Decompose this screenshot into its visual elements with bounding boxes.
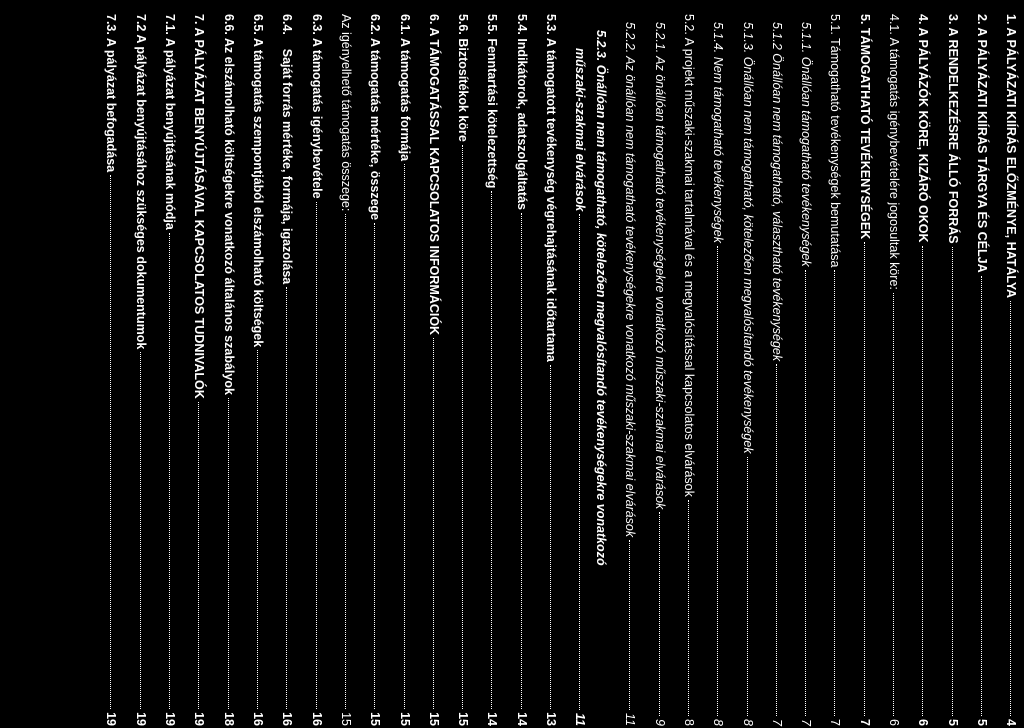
- toc-entry-title: 5.2.1. Az önállóan támogatható tevékenységekre vonatkozó műszaki-szakmai elvárások: [653, 22, 667, 510]
- toc-entry-5-4[interactable]: [514, 14, 529, 726]
- toc-entry-title: 6.1. A támogatás formája: [398, 14, 412, 162]
- toc-entry-5-1-1[interactable]: [798, 22, 813, 726]
- toc-entry-page: 19: [104, 712, 118, 726]
- toc-entry-page: 8: [711, 719, 725, 726]
- toc-entry-7-2[interactable]: [133, 14, 148, 726]
- dot-leader: [922, 246, 923, 717]
- toc-entry-page: 19: [192, 712, 206, 726]
- toc-entry-5-2-3-continuation[interactable]: [572, 30, 587, 726]
- toc-entry-3[interactable]: [945, 14, 960, 726]
- toc-entry-title-continuation: műszaki-szakmai elvárások: [573, 48, 587, 212]
- toc-entry-4-1[interactable]: [886, 14, 901, 726]
- dot-leader: [110, 175, 111, 709]
- toc-entry-5-2-2[interactable]: [622, 22, 637, 726]
- toc-entry-title: 6.3. A támogatás igénybevétele: [310, 14, 324, 199]
- toc-entry-title: 7.1. A pályázat benyújtásának módja: [163, 14, 177, 230]
- toc-entry-page: 9: [653, 719, 667, 726]
- toc-entry-7-3[interactable]: [103, 14, 118, 726]
- toc-entry-title: 5.4. Indikátorok, adatszolgáltatás: [515, 14, 529, 210]
- toc-entry-page: 8: [741, 719, 755, 726]
- toc-entry-1[interactable]: [1003, 14, 1018, 726]
- toc-entry-2[interactable]: [974, 14, 989, 726]
- toc-entry-page: 15: [427, 712, 441, 726]
- toc-entry-page: 15: [398, 712, 412, 726]
- dot-leader: [286, 287, 287, 709]
- toc-entry-title: 6. A TÁMOGATÁSSAL KAPCSOLATOS INFORMÁCIÓK: [427, 14, 441, 336]
- toc-entry-page: 7: [858, 719, 872, 726]
- dot-leader: [893, 293, 894, 716]
- toc-entry-page: 15: [456, 712, 470, 726]
- toc-entry-5-2[interactable]: [681, 14, 696, 726]
- dot-leader: [316, 202, 317, 710]
- toc-entry-5-6[interactable]: [455, 14, 470, 726]
- dot-leader: [345, 214, 346, 709]
- toc-entry-6[interactable]: [426, 14, 441, 726]
- toc-entry-title: 5. TÁMOGATHATÓ TEVÉKENYSÉGEK: [858, 14, 872, 240]
- dot-leader: [198, 402, 199, 709]
- dot-leader: [1010, 301, 1011, 716]
- toc-entry-5-1-2[interactable]: [769, 22, 784, 726]
- toc-entry-page: 7: [799, 719, 813, 726]
- dot-leader: [462, 145, 463, 709]
- toc-entry-title: 4. A PÁLYÁZÓK KÖRE, KIZÁRÓ OKOK: [916, 14, 930, 243]
- dot-leader: [659, 512, 660, 716]
- toc-entry-title: 4.1. A támogatás igénybevételére jogosultak köre:: [887, 14, 901, 290]
- dot-leader: [228, 398, 229, 709]
- dot-leader: [433, 338, 434, 709]
- toc-entry-5-1-3[interactable]: [740, 22, 755, 726]
- toc-entry-5-1[interactable]: [827, 14, 842, 726]
- toc-entry-5[interactable]: [857, 14, 872, 726]
- toc-entry-page: 14: [485, 712, 499, 726]
- toc-entry-amount[interactable]: [338, 14, 353, 726]
- toc-entry-title: 1. A PÁLYÁZATI KIÍRÁS ELŐZMÉNYE, HATÁLYA: [1004, 14, 1018, 299]
- dot-leader: [521, 213, 522, 709]
- toc-entry-title: 2. A PÁLYÁZATI KIÍRÁS TÁRGYA ÉS CÉLJA: [975, 14, 989, 273]
- dot-leader: [169, 233, 170, 709]
- toc-entry-title: 5.1. Támogatható tevékenységek bemutatása: [828, 14, 842, 268]
- toc-entry-5-5[interactable]: [484, 14, 499, 726]
- toc-entry-5-3[interactable]: [543, 14, 558, 726]
- toc-entry-page: 6: [887, 719, 901, 726]
- toc-entry-title: 6.4. Saját forrás mértéke, formája, igazolása: [280, 14, 294, 285]
- toc-entry-title: 5.1.4. Nem támogatható tevékenységek: [711, 22, 725, 243]
- dot-leader: [688, 500, 689, 716]
- dot-leader: [579, 214, 580, 710]
- toc-entry-page: 15: [368, 712, 382, 726]
- toc-entry-page: 5: [946, 719, 960, 726]
- dot-leader: [257, 350, 258, 709]
- toc-entry-page: 8: [682, 719, 696, 726]
- dot-leader: [864, 242, 865, 716]
- toc-entry-page: 6: [916, 719, 930, 726]
- toc-entry-title: 6.6. Az elszámolható költségekre vonatkozó általános szabályok: [222, 14, 236, 395]
- toc-entry-title: 7.2 A pályázat benyújtásához szükséges dokumentumok: [134, 14, 148, 350]
- toc-entry-page: 11: [573, 713, 587, 726]
- toc-entry-title: 5.3. A támogatott tevékenység végrehajtásának időtartama: [544, 14, 558, 362]
- dot-leader: [776, 364, 777, 716]
- toc-entry-page: 16: [280, 712, 294, 726]
- dot-leader: [491, 191, 492, 709]
- toc-entry-6-2[interactable]: [367, 14, 382, 726]
- toc-entry-6-3[interactable]: [309, 14, 324, 726]
- toc-entry-title: 5.6. Biztosítékok köre: [456, 14, 470, 142]
- toc-entry-page: 5: [975, 719, 989, 726]
- dot-leader: [981, 276, 982, 716]
- toc-entry-6-5[interactable]: [250, 14, 265, 726]
- toc-entry-title: 5.1.2 Önállóan nem támogatható, választható tevékenységek: [770, 22, 784, 362]
- toc-entry-title: 5.5. Fenntartási kötelezettség: [485, 14, 499, 189]
- toc-entry-page: 11: [623, 713, 637, 726]
- toc-entry-page: 19: [163, 712, 177, 726]
- toc-entry-7-1[interactable]: [162, 14, 177, 726]
- dot-leader: [834, 270, 835, 716]
- dot-leader: [805, 270, 806, 716]
- toc-entry-title: Az igényelhető támogatás összege:: [339, 14, 353, 212]
- toc-entry-6-6[interactable]: [221, 14, 236, 726]
- dot-leader: [550, 365, 551, 709]
- dot-leader: [404, 164, 405, 709]
- toc-entry-6-1[interactable]: [397, 14, 412, 726]
- toc-entry-page: 19: [134, 712, 148, 726]
- toc-entry-6-4[interactable]: [279, 14, 294, 726]
- toc-entry-page: 7: [828, 719, 842, 726]
- toc-entry-page: 14: [515, 712, 529, 726]
- toc-entry-7[interactable]: [191, 14, 206, 726]
- toc-entry-title: 7. A PÁLYÁZAT BENYÚJTÁSÁVAL KAPCSOLATOS TUDNIVALÓK: [192, 14, 206, 399]
- toc-entry-4[interactable]: [915, 14, 930, 726]
- toc-entry-page: 13: [544, 712, 558, 726]
- toc-entry-title: 5.1.1. Önállóan támogatható tevékenységek: [799, 22, 813, 267]
- toc-entry-title: 5.2.2. Az önállóan nem támogatható tevékenységekre vonatkozó műszaki-szakmai elvárások: [623, 22, 637, 538]
- dot-leader: [140, 352, 141, 709]
- toc-entry-page: 16: [251, 712, 265, 726]
- toc-entry-page: 18: [222, 712, 236, 726]
- toc-entry-title: 7.3. A pályázat befogadása: [104, 14, 118, 173]
- dot-leader: [717, 246, 718, 716]
- toc-entry-title: 5.2.3. Önállóan nem támogatható, kötelezően megvalósítandó tevékenységekre vonatkozó: [594, 30, 608, 566]
- toc-entry-5-2-1[interactable]: [652, 22, 667, 726]
- toc-entry-title: 6.2. A támogatás mértéke, összege: [368, 14, 382, 221]
- toc-entry-5-1-4[interactable]: [710, 22, 725, 726]
- toc-entry-title: 6.5. A támogatás szempontjából elszámolható költségek: [251, 14, 265, 348]
- dot-leader: [629, 540, 630, 710]
- toc-entry-5-2-3[interactable]: [593, 30, 608, 726]
- toc-entry-page: 15: [339, 712, 353, 726]
- toc-entry-page: 4: [1004, 719, 1018, 726]
- dot-leader: [374, 223, 375, 709]
- dot-leader: [747, 457, 748, 717]
- toc-entry-title: 5.2. A projekt műszaki-szakmai tartalmával és a megvalósítással kapcsolatos elvárások: [682, 14, 696, 497]
- toc-entry-page: 16: [310, 712, 324, 726]
- dot-leader: [952, 247, 953, 716]
- toc-entry-title: 3. A RENDELKEZÉSRE ÁLLÓ FORRÁS: [946, 14, 960, 244]
- toc-entry-page: 7: [770, 719, 784, 726]
- toc-entry-title: 5.1.3. Önállóan nem támogatható, kötelezően megvalósítandó tevékenységek: [741, 22, 755, 454]
